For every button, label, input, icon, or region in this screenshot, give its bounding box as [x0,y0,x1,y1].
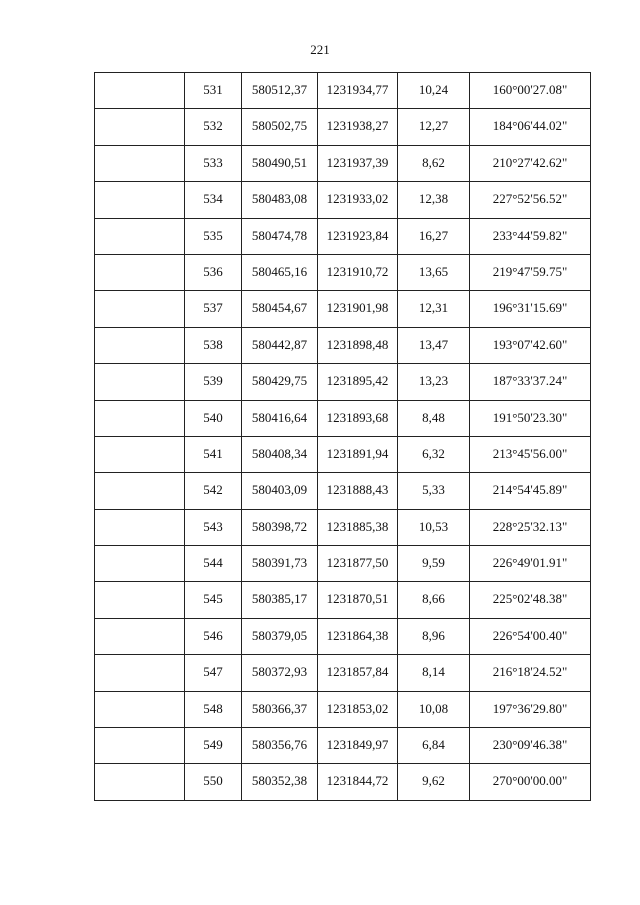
table-row [95,509,591,545]
point-number-cell: 547 [185,655,242,691]
coordinates-table [94,72,591,801]
bearing-cell: 191°50'23.30" [470,400,591,436]
bearing-cell: 230°09'46.38" [470,728,591,764]
parcel-cell [95,254,185,290]
parcel-cell [95,509,185,545]
y-coordinate-cell: 1231937,39 [318,145,398,181]
x-coordinate-cell: 580379,05 [242,618,318,654]
bearing-cell: 196°31'15.69" [470,291,591,327]
page-number: 221 [310,42,330,57]
bearing-cell: 214°54'45.89" [470,473,591,509]
distance-cell: 12,38 [398,182,470,218]
parcel-cell [95,400,185,436]
table-row [95,546,591,582]
distance-cell: 9,59 [398,546,470,582]
point-number-cell: 531 [185,73,242,109]
table-row [95,291,591,327]
bearing-cell: 197°36'29.80" [470,691,591,727]
point-number-cell: 538 [185,327,242,363]
distance-cell: 12,31 [398,291,470,327]
bearing-cell: 213°45'56.00" [470,436,591,472]
distance-cell: 5,33 [398,473,470,509]
parcel-cell [95,109,185,145]
x-coordinate-cell: 580474,78 [242,218,318,254]
coordinates-table-body [95,73,591,801]
bearing-cell: 193°07'42.60" [470,327,591,363]
point-number-cell: 541 [185,436,242,472]
x-coordinate-cell: 580403,09 [242,473,318,509]
y-coordinate-cell: 1231938,27 [318,109,398,145]
table-row [95,400,591,436]
point-number-cell: 537 [185,291,242,327]
table-row [95,436,591,472]
x-coordinate-cell: 580483,08 [242,182,318,218]
table-row [95,73,591,109]
x-coordinate-cell: 580429,75 [242,364,318,400]
table-row [95,728,591,764]
y-coordinate-cell: 1231857,84 [318,655,398,691]
distance-cell: 16,27 [398,218,470,254]
table-row [95,364,591,400]
y-coordinate-cell: 1231893,68 [318,400,398,436]
parcel-cell [95,364,185,400]
distance-cell: 12,27 [398,109,470,145]
y-coordinate-cell: 1231885,38 [318,509,398,545]
table-row [95,218,591,254]
parcel-cell [95,655,185,691]
x-coordinate-cell: 580352,38 [242,764,318,800]
point-number-cell: 549 [185,728,242,764]
x-coordinate-cell: 580490,51 [242,145,318,181]
y-coordinate-cell: 1231849,97 [318,728,398,764]
y-coordinate-cell: 1231877,50 [318,546,398,582]
parcel-cell [95,291,185,327]
distance-cell: 13,47 [398,327,470,363]
y-coordinate-cell: 1231891,94 [318,436,398,472]
point-number-cell: 543 [185,509,242,545]
x-coordinate-cell: 580408,34 [242,436,318,472]
parcel-cell [95,436,185,472]
point-number-cell: 532 [185,109,242,145]
table-row [95,254,591,290]
parcel-cell [95,691,185,727]
table-row [95,145,591,181]
distance-cell: 8,96 [398,618,470,654]
x-coordinate-cell: 580442,87 [242,327,318,363]
parcel-cell [95,73,185,109]
distance-cell: 6,32 [398,436,470,472]
distance-cell: 8,48 [398,400,470,436]
point-number-cell: 546 [185,618,242,654]
table-row [95,327,591,363]
parcel-cell [95,218,185,254]
point-number-cell: 548 [185,691,242,727]
parcel-cell [95,546,185,582]
x-coordinate-cell: 580366,37 [242,691,318,727]
bearing-cell: 160°00'27.08" [470,73,591,109]
bearing-cell: 216°18'24.52" [470,655,591,691]
y-coordinate-cell: 1231844,72 [318,764,398,800]
distance-cell: 8,66 [398,582,470,618]
bearing-cell: 226°49'01.91" [470,546,591,582]
parcel-cell [95,182,185,218]
table-row [95,109,591,145]
y-coordinate-cell: 1231888,43 [318,473,398,509]
y-coordinate-cell: 1231853,02 [318,691,398,727]
x-coordinate-cell: 580391,73 [242,546,318,582]
distance-cell: 10,24 [398,73,470,109]
point-number-cell: 534 [185,182,242,218]
y-coordinate-cell: 1231923,84 [318,218,398,254]
x-coordinate-cell: 580416,64 [242,400,318,436]
distance-cell: 13,65 [398,254,470,290]
table-row [95,655,591,691]
point-number-cell: 545 [185,582,242,618]
x-coordinate-cell: 580512,37 [242,73,318,109]
x-coordinate-cell: 580385,17 [242,582,318,618]
parcel-cell [95,728,185,764]
point-number-cell: 539 [185,364,242,400]
y-coordinate-cell: 1231864,38 [318,618,398,654]
table-row [95,182,591,218]
bearing-cell: 233°44'59.82" [470,218,591,254]
y-coordinate-cell: 1231870,51 [318,582,398,618]
bearing-cell: 270°00'00.00" [470,764,591,800]
point-number-cell: 544 [185,546,242,582]
parcel-cell [95,764,185,800]
bearing-cell: 227°52'56.52" [470,182,591,218]
point-number-cell: 550 [185,764,242,800]
y-coordinate-cell: 1231898,48 [318,327,398,363]
bearing-cell: 225°02'48.38" [470,582,591,618]
distance-cell: 9,62 [398,764,470,800]
x-coordinate-cell: 580502,75 [242,109,318,145]
distance-cell: 6,84 [398,728,470,764]
bearing-cell: 184°06'44.02" [470,109,591,145]
parcel-cell [95,618,185,654]
x-coordinate-cell: 580465,16 [242,254,318,290]
table-row [95,764,591,800]
distance-cell: 10,53 [398,509,470,545]
y-coordinate-cell: 1231895,42 [318,364,398,400]
parcel-cell [95,327,185,363]
y-coordinate-cell: 1231901,98 [318,291,398,327]
x-coordinate-cell: 580356,76 [242,728,318,764]
table-row [95,582,591,618]
parcel-cell [95,473,185,509]
point-number-cell: 542 [185,473,242,509]
y-coordinate-cell: 1231934,77 [318,73,398,109]
x-coordinate-cell: 580372,93 [242,655,318,691]
distance-cell: 10,08 [398,691,470,727]
table-row [95,473,591,509]
parcel-cell [95,582,185,618]
parcel-cell [95,145,185,181]
distance-cell: 13,23 [398,364,470,400]
y-coordinate-cell: 1231933,02 [318,182,398,218]
distance-cell: 8,14 [398,655,470,691]
table-row [95,691,591,727]
y-coordinate-cell: 1231910,72 [318,254,398,290]
bearing-cell: 210°27'42.62" [470,145,591,181]
bearing-cell: 219°47'59.75" [470,254,591,290]
x-coordinate-cell: 580454,67 [242,291,318,327]
x-coordinate-cell: 580398,72 [242,509,318,545]
point-number-cell: 536 [185,254,242,290]
point-number-cell: 533 [185,145,242,181]
bearing-cell: 187°33'37.24" [470,364,591,400]
bearing-cell: 226°54'00.40" [470,618,591,654]
point-number-cell: 535 [185,218,242,254]
bearing-cell: 228°25'32.13" [470,509,591,545]
table-row [95,618,591,654]
distance-cell: 8,62 [398,145,470,181]
point-number-cell: 540 [185,400,242,436]
